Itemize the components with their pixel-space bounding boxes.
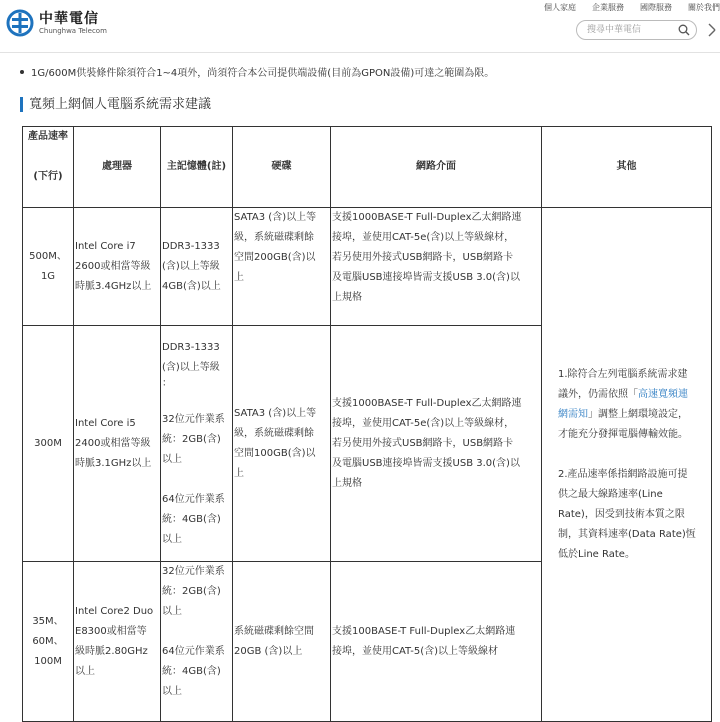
requirements-table: [22, 126, 712, 722]
header-memory: 主記憶體(註): [161, 127, 233, 208]
cpu-cell: Intel Core2 Duo E8300或相當等 級時脈2.80GHz 以上: [74, 562, 161, 722]
logo-name-en: Chunghwa Telecom: [39, 26, 107, 35]
search-input[interactable]: [587, 23, 673, 37]
cpu-cell: Intel Core i5 2400或相當等級 時脈3.1GHz以上: [74, 326, 161, 562]
cpu-cell: Intel Core i7 2600或相當等級 時脈3.4GHz以上: [74, 208, 161, 326]
header-speed-line2: (下行): [33, 171, 63, 182]
speed-cell: 35M、 60M、 100M: [23, 562, 74, 722]
other-notes-cell: [542, 208, 712, 722]
toplink-enterprise[interactable]: 企業服務: [592, 3, 624, 12]
search-box: [576, 20, 697, 40]
other-note-1: 1.除符合左列電腦系統需求建 議外，仍需依照「高速寬頻連 網需知」調整上網環境設定， 才能充分發揮電腦傳輸效能。: [558, 368, 688, 440]
disk-cell: SATA3 (含)以上等 級，系統磁碟剩餘 空間200GB(含)以 上: [233, 208, 331, 326]
speed-cell: 300M: [23, 326, 74, 562]
header-cpu: 處理器: [74, 127, 161, 208]
memory-cell: DDR3-1333 (含)以上等級 4GB(含)以上: [161, 208, 233, 326]
top-links: [528, 2, 720, 13]
installation-note-text: 1G/600M供裝條件除須符合1~4項外，尚須符合本公司提供端設備(目前為GPON設備)可達之範圍為限。: [31, 68, 495, 79]
logo-name-cn: 中華電信: [39, 10, 99, 27]
header-network: 網路介面: [331, 127, 542, 208]
network-cell: 支援1000BASE-T Full-Duplex乙太網路連 接埠，並使用CAT-5e(含)以上等級線材， 若另使用外接式USB網路卡，USB網路卡 及電腦USB連接埠皆需支援USB 3.0(含)以 上規格: [331, 326, 542, 562]
table-header-row: [23, 127, 712, 208]
table-row: [23, 208, 712, 326]
header-speed: [23, 127, 74, 208]
disk-cell: 系統磁碟剩餘空間 20GB (含)以上: [233, 562, 331, 722]
header-speed-line1: 產品速率: [28, 131, 68, 142]
site-header: [0, 0, 720, 53]
chunghwa-logo-icon: [6, 9, 34, 37]
network-cell: 支援1000BASE-T Full-Duplex乙太網路連 接埠，並使用CAT-5e(含)以上等級線材， 若另使用外接式USB網路卡，USB網路卡 及電腦USB連接埠皆需支援USB 3.0(含)以 上規格: [331, 208, 542, 326]
toplink-international[interactable]: 國際服務: [640, 3, 672, 12]
header-other: 其他: [542, 127, 712, 208]
installation-note: [20, 64, 494, 79]
header-disk: 硬碟: [233, 127, 331, 208]
other-note-2: 2.產品速率係指網路設施可提 供之最大線路速率(Line Rate)，因受到技術本質之限 制，其資料速率(Data Rate)恆 低於Line Rate。: [558, 468, 696, 560]
memory-cell: 32位元作業系 統：2GB(含) 以上 64位元作業系 統：4GB(含) 以上: [161, 562, 233, 722]
section-title: 寬頻上網個人電腦系統需求建議: [20, 97, 211, 112]
bullet-icon: [20, 70, 24, 74]
site-logo[interactable]: [6, 9, 107, 37]
search-icon[interactable]: [678, 24, 690, 36]
toplink-about[interactable]: 關於我們: [688, 3, 720, 12]
memory-cell: DDR3-1333 (含)以上等級 ： 32位元作業系 統：2GB(含) 以上 64位元作業系 統：4GB(含) 以上: [161, 326, 233, 562]
disk-cell: SATA3 (含)以上等 級，系統磁碟剩餘 空間100GB(含)以 上: [233, 326, 331, 562]
broadband-notice-link[interactable]: 高速寬頻連 網需知: [558, 388, 688, 420]
speed-cell: 500M、 1G: [23, 208, 74, 326]
toplink-personal[interactable]: 個人家庭: [544, 3, 576, 12]
network-cell: 支援100BASE-T Full-Duplex乙太網路連 接埠，並使用CAT-5(含)以上等級線材: [331, 562, 542, 722]
menu-icon[interactable]: [705, 22, 720, 38]
